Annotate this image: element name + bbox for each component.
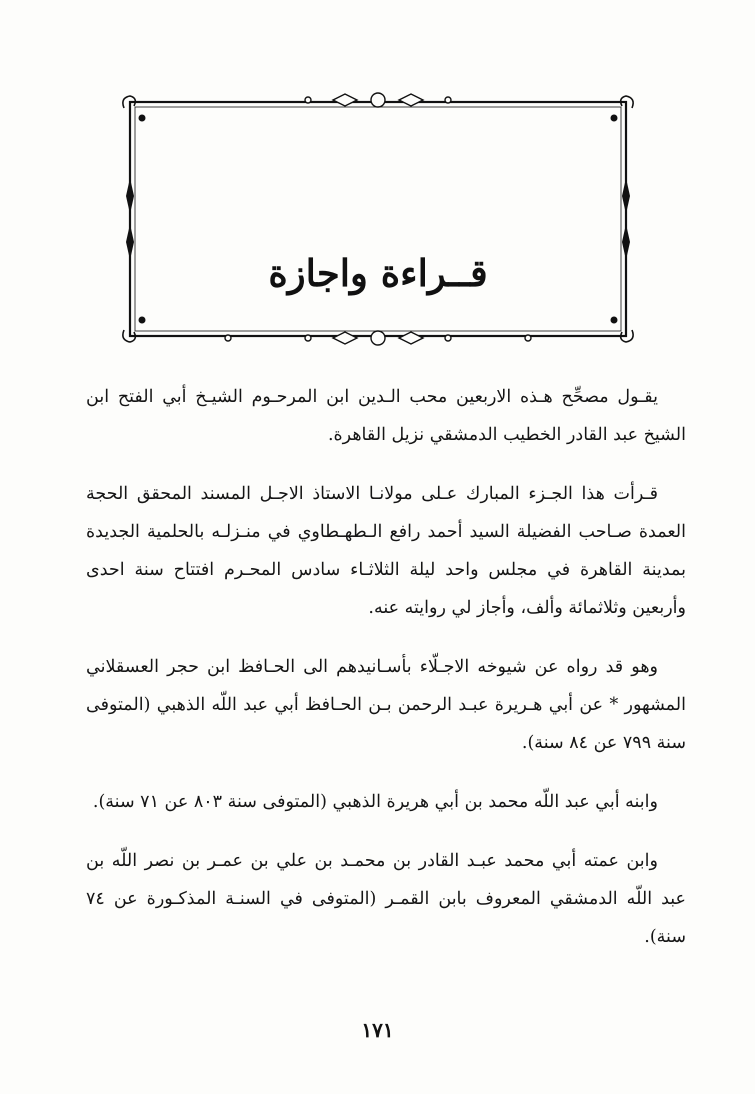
paragraph: وابنه أبي عبد اللّه محمد بن أبي هريرة الذهبي (المتوفى سنة ٨٠٣ عن ٧١ سنة). (92, 792, 658, 812)
ornamental-title-frame (118, 88, 638, 350)
page-title: قــراءة واجازة (268, 251, 488, 295)
document-body (86, 378, 686, 977)
paragraph: وابن عمته أبي محمد عبـد القادر بن محمـد بن علي بن عمـر بن نصر اللّه بن عبد اللّه الدمشقي المعروف بابن القمـر (المتوفى في السنـة المذكـورة عن ٧٤ سنة). (86, 851, 686, 947)
paragraph: قـرأت هذا الجـزء المبارك عـلى مولانـا الاستاذ الاجـل المسند المحقق الحجة العمدة صـاحب الفضيلة السيد أحمد رافع الـطهـطاوي في منـزلـه بالحلمية الجديدة بمدينة القاهرة في مجلس واحد ليلة الثلاثـاء سادس المحـرم افتتاح سنة احدى وأربعين وثلاثمائة وألف، وأجاز لي روايته عنه. (86, 484, 686, 618)
paragraph: يقـول مصحِّح هـذه الاربعين محب الـدين ابن المرحـوم الشيـخ أبي الفتح ابن الشيخ عبد القادر الخطيب الدمشقي نزيل القاهرة. (86, 387, 686, 445)
page-number: ١٧١ (361, 1018, 394, 1042)
paragraph: وهو قد رواه عن شيوخه الاجـلّاء بأسـانيدهم الى الحـافظ ابن حجر العسقلاني المشهور * عن أبي هـريرة عبـد الرحمن بـن الحـافظ أبي عبد اللّه الذهبي (المتوفى سنة ٧٩٩ عن ٨٤ سنة). (86, 657, 686, 753)
